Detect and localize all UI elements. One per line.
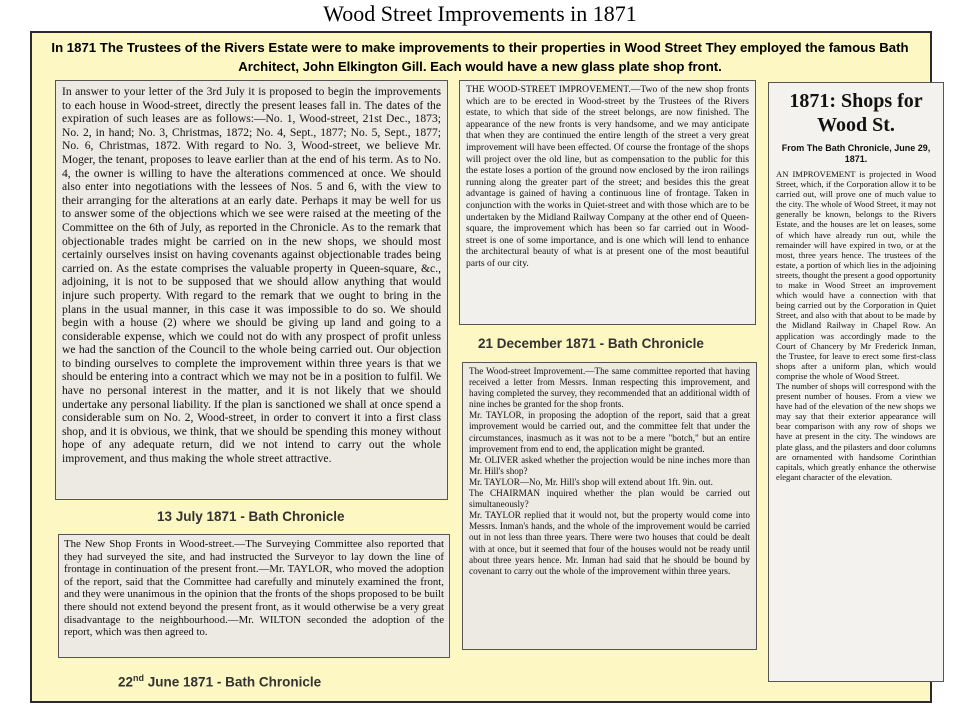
newspaper-clipping-june-22 (58, 534, 450, 658)
clipping-headline: 1871: Shops for Wood St. (789, 90, 923, 136)
intro-text: In 1871 The Trustees of the Rivers Estate were to make improvements to their properties in Wood Street They employed the famous Bath Architect, John Elkington Gill. Each would have a new glass plate shop front. (51, 40, 909, 74)
clipping-subhead: From The Bath Chronicle, June 29, 1871. (781, 143, 931, 164)
newspaper-clipping-dec-21 (459, 80, 756, 325)
caption-day-suffix: nd (133, 673, 145, 683)
clipping-text: THE WOOD-STREET IMPROVEMENT.—Two of the new shop fronts which are to be erected in Wood-street by the Trustees of the Rivers estate, to which that side of the street belongs, are now finished. The appearance of the new fronts is very handsome, and we may anticipate that when they are continued the entire length of the street a very great improvement will have been effected. Of course the frontage of the shops will project over the old line, but as compensation to the public for this the estate loses a portion of the ground now enclosed by the iron railings running along the greater part of the street; and besides this the great advantage is gained of having a continuous line of frontage. Taken in conjunction with the works in Quiet-street and with those which are to be undertaken by the Midland Railway Company at the other end of Queen-square, the improvement which has been so far carried out in Wood-street is one of some importance, and is one which will lend to enhance the architectural beauty of what is at present one of the most beautiful parts of our city. (466, 84, 749, 269)
caption-rest: June 1871 - Bath Chronicle (144, 674, 322, 690)
caption-day: 22 (118, 674, 134, 690)
caption-dec-21: 21 December 1871 - Bath Chronicle (478, 336, 704, 351)
newspaper-clipping-committee (462, 362, 757, 650)
caption-july-13: 13 July 1871 - Bath Chronicle (157, 509, 345, 524)
newspaper-clipping-june-29 (768, 82, 944, 682)
clipping-text: The New Shop Fronts in Wood-street.—The Surveying Committee also reported that they had surveyed the site, and had instructed the Surveyor to lay down the line of frontage in continuation of the present front.—Mr. TAYLOR, who moved the adoption of the report, said that the Committee had carefully and minutely examined the front, and they were unanimous in the opinion that the fronts of the shops proposed to be built there should not extend beyond the present front, as it would otherwise be a very great disadvantage to the neighbourhood.—Mr. WILTON seconded the adoption of the report, which was then agreed to. (64, 538, 444, 639)
clipping-text: The Wood-street Improvement.—The same committee reported that having received a letter from Messrs. Inman respecting this improvement, and having completed the survey, they recommended that an additional width of nine inches be granted for the shop fronts. Mr. TAYLOR, in proposing the adoption of the report, said that a great improvement would be carried out, and the committee felt that under the circumstances, inasmuch as it was not to be a mere "botch," but an entire improvement from end to end, the application might be granted. Mr. OLIVER asked whether the projection would be nine inches more than Mr. Hill's shop? Mr. TAYLOR—No, Mr. Hill's shop will extend about 1ft. 9in. out. The CHAIRMAN inquired whether the plan would be carried out simultaneously? Mr. TAYLOR replied that it would not, but the property would come into Messrs. Inman's hands, and the whole of the improvement would be carried out in not less than three years. There were two houses that could be dealt with at once, but it seemed that four of the houses would not be ready until about three years hence. Mr. Inman had said that he should be bound by covenant to carry out the whole of the improvement within three years. (469, 366, 750, 576)
page-title: Wood Street Improvements in 1871 (323, 1, 637, 26)
newspaper-clipping-july-13 (55, 80, 448, 500)
clipping-text: AN IMPROVEMENT is projected in Wood Street, which, if the Corporation allow it to be carried out, will prove one of much value to the city. The whole of Wood Street, it may not generally be known, belongs to the Rivers Estate, and the houses are let on leases, some of which have already run out, while the remainder will have expired in two, or at the most, three years hence. The trustees of the estate, a portion of which lies in the adjoining streets, thought the present a good opportunity to make in Wood Street an improvement which would have a connection with that being carried out by the Corporation in Quiet Street, and also with that about to be made by the Midland Railway in Chapel Row. An application was accordingly made to the Court of Chancery by Mr Frederick Inman, the Trustee, for leave to erect some first-class shops after a uniform plan, which would comprise the whole of Wood Street. The number of shops will correspond with the present number of houses. From a view we have had of the elevation of the new shops we may say that their exterior appearance will bear comparison with any row of shops we have at present in the city. The windows are plate glass, and the pilasters and door columns are ornamented with handsome Corinthian capitals, which greatly enhance the otherwise elegant character of the elevation. (776, 169, 936, 482)
caption-june-22 (118, 673, 321, 690)
clipping-text: In answer to your letter of the 3rd July it is proposed to begin the improvements to each house in Wood-street, directly the present leases fall in. The dates of the expiration of such leases are as follows:—No. 1, Wood-street, 21st Dec., 1873; No. 2, in hand; No. 3, Christmas, 1872; No. 4, Sept., 1877; No. 5, Sept., 1877; No. 6, Christmas, 1872. With regard to No. 3, Wood-street, we believe Mr. Moger, the tenant, proposes to leave earlier than at the end of his term. As to No. 4, the owner is willing to have the alterations commenced at once. We should also enter into negotiations with the lessees of Nos. 5 and 6, with the view to their arranging for the alterations at an early date. Perhaps it may be well for us to answer some of the objections which we see were raised at the meeting of the Committee on the 6th of July, as reported in the Chronicle. As to the remark that objectionable trades might be carried on in the new shops, we should most certainly ourselves insist on having covenants against objectionable trades being carried on. As the estate comprises the valuable property in Queen-square, &c., adjoining, it is not to be supposed that we should allow anything that would injure such property. With regard to the remark that we ought to bring in the plans in the usual manner, in this case it was impossible to do so. We should begin with a house (2) where we should be giving up land and going to a considerable expense, which we could not do with any prospect of profit unless we had the sanction of the Council to the whole being carried out. Our objection to binding ourselves to complete the improvement within three years is that we should be entering into a contract which we may not be in a position to fulfil. We have no personal interest in the matter, and it is not likely that we should undertake any personal liability. If the plan is sanctioned we shall at once spend a considerable sum on No. 2, Wood-street, in order to convert it into a first class shop, and it is obvious, we think, that we should be spending this money without hope of any adequate return, did we not intend to carry out the whole improvement, and thus making the whole street attractive. (62, 85, 441, 466)
